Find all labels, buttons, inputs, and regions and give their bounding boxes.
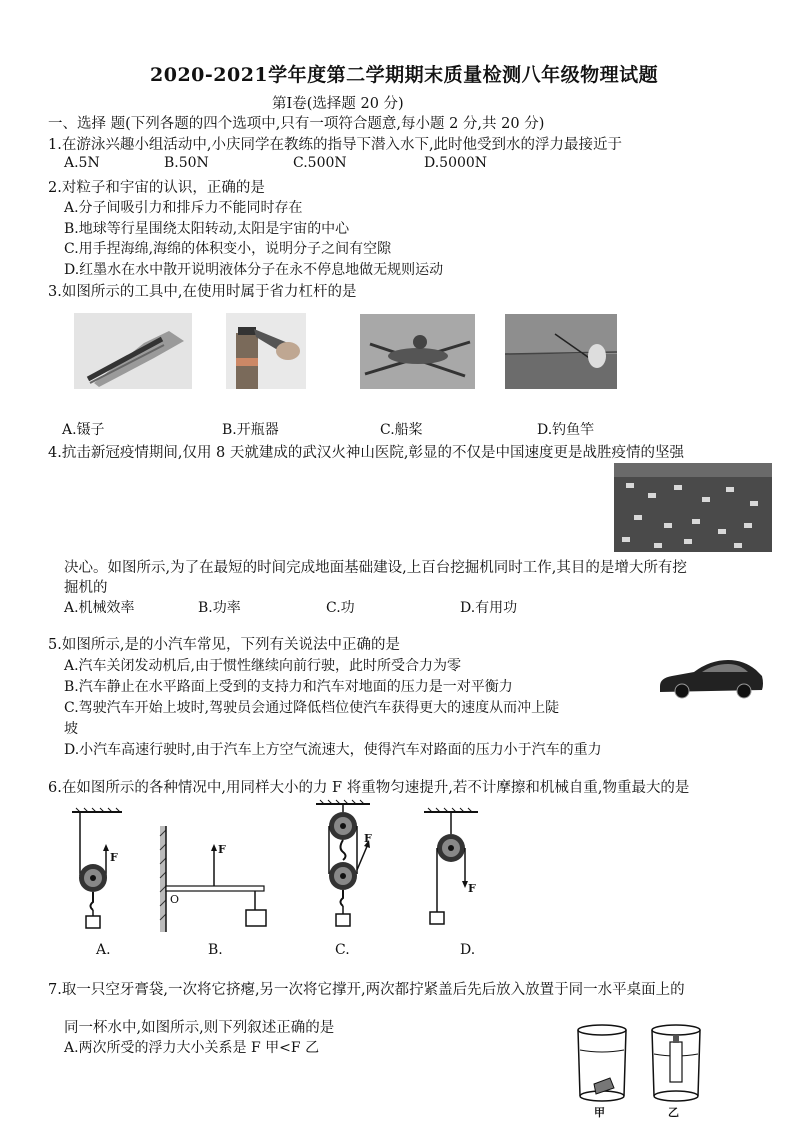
- q7-option-a: A.两次所受的浮力大小关系是 F 甲<F 乙: [64, 1040, 320, 1056]
- diagram-c-pulley-block: [312, 800, 382, 940]
- q5-option-c-continued: 坡: [64, 721, 78, 737]
- tweezers-drawing: [74, 313, 192, 389]
- part-title: 第Ⅰ卷(选择题 20 分): [272, 96, 404, 112]
- q4-option-b: B.功率: [198, 600, 241, 616]
- q2-option-d: D.红墨水在水中散开说明液体分子在永不停息地做无规则运动: [64, 262, 444, 278]
- q3-option-b: B.开瓶器: [222, 422, 279, 438]
- cup-jia: [576, 1024, 628, 1104]
- q1-option-b: B.50N: [164, 155, 209, 171]
- section-header: 一、选择 题(下列各题的四个选项中,只有一项符合题意,每小题 2 分,共 20 分): [48, 116, 545, 132]
- q6-label-b: B.: [208, 942, 223, 958]
- q6-label-d: D.: [460, 942, 476, 958]
- cup-label-yi: 乙: [668, 1106, 679, 1119]
- cup-label-jia: 甲: [594, 1106, 605, 1119]
- q1-option-a: A.5N: [64, 155, 100, 171]
- q2-option-c: C.用手捏海绵,海绵的体积变小，说明分子之间有空隙: [64, 241, 392, 257]
- bottle-opener-drawing: [226, 313, 306, 389]
- diagram-c-force-label: F: [364, 832, 372, 845]
- car-silhouette: [658, 656, 764, 698]
- q6-label-a: A.: [96, 942, 111, 958]
- question-6-stem: 6.在如图所示的各种情况中,用同样大小的力 F 将重物匀速提升,若不计摩擦和机械自重,物重最大的是: [48, 780, 690, 796]
- cup-yi: [650, 1024, 702, 1104]
- q4-option-a: A.机械效率: [64, 600, 135, 616]
- q2-option-b: B.地球等行星围绕太阳转动,太阳是宇宙的中心: [64, 221, 350, 237]
- boat-oar-photo: [360, 314, 475, 389]
- q3-option-a: A.镊子: [62, 422, 105, 438]
- fishing-rod-photo: [505, 314, 617, 389]
- question-4-stem-line-3: 掘机的: [64, 580, 108, 596]
- excavators-drawing: [614, 463, 772, 552]
- boat-oar-drawing: [360, 314, 475, 389]
- question-5-stem: 5.如图所示,是的小汽车常见，下列有关说法中正确的是: [48, 637, 400, 653]
- q2-option-a: A.分子间吸引力和排斥力不能同时存在: [64, 200, 303, 216]
- q5-option-c: C.驾驶汽车开始上坡时,驾驶员会通过降低档位使汽车获得更大的速度从而冲上陡: [64, 700, 560, 716]
- question-1-stem: 1.在游泳兴趣小组活动中,小庆同学在教练的指导下潜入水下,此时他受到水的浮力最接近于: [48, 137, 623, 153]
- diagram-b-lever: [154, 826, 274, 934]
- q4-option-c: C.功: [326, 600, 355, 616]
- question-4-stem-line-2: 决心。如图所示,为了在最短的时间完成地面基础建设,上百台挖掘机同时工作,其目的是增大所有挖: [64, 560, 687, 576]
- q3-option-c: C.船桨: [380, 422, 423, 438]
- diagram-a-movable-pulley: [66, 808, 136, 938]
- diagram-d-force-label: F: [468, 882, 476, 895]
- tweezers-photo: [74, 313, 192, 389]
- question-7-stem-line-2: 同一杯水中,如图所示,则下列叙述正确的是: [64, 1020, 335, 1036]
- q4-option-d: D.有用功: [460, 600, 518, 616]
- q5-option-d: D.小汽车高速行驶时,由于汽车上方空气流速大，使得汽车对路面的压力小于汽车的重力: [64, 742, 602, 758]
- page-title: 2020-2021学年度第二学期期末质量检测八年级物理试题: [150, 64, 659, 86]
- diagram-b-pivot-label: O: [170, 893, 180, 906]
- q6-label-c: C.: [335, 942, 350, 958]
- q5-option-b: B.汽车静止在水平路面上受到的支持力和汽车对地面的压力是一对平衡力: [64, 679, 513, 695]
- q1-option-c: C.500N: [293, 155, 347, 171]
- question-3-stem: 3.如图所示的工具中,在使用时属于省力杠杆的是: [48, 284, 357, 300]
- diagram-a-force-label: F: [110, 851, 118, 864]
- bottle-opener-photo: [226, 313, 306, 389]
- q3-option-d: D.钓鱼竿: [537, 422, 595, 438]
- fishing-rod-drawing: [505, 314, 617, 389]
- q1-option-d: D.5000N: [424, 155, 488, 171]
- question-7-stem-line-1: 7.取一只空牙膏袋,一次将它挤瘪,另一次将它撑开,两次都拧紧盖后先后放入放置于同一水平桌面上的: [48, 982, 685, 998]
- q5-option-a: A.汽车关闭发动机后,由于惯性继续向前行驶，此时所受合力为零: [64, 658, 462, 674]
- diagram-d-fixed-pulley: [420, 808, 490, 938]
- excavators-photo: [614, 463, 772, 552]
- question-4-stem-line-1: 4.抗击新冠疫情期间,仅用 8 天就建成的武汉火神山医院,彰显的不仅是中国速度更是战胜疫情的坚强: [48, 445, 684, 461]
- diagram-b-force-label: F: [218, 843, 226, 856]
- question-2-stem: 2.对粒子和宇宙的认识，正确的是: [48, 180, 265, 196]
